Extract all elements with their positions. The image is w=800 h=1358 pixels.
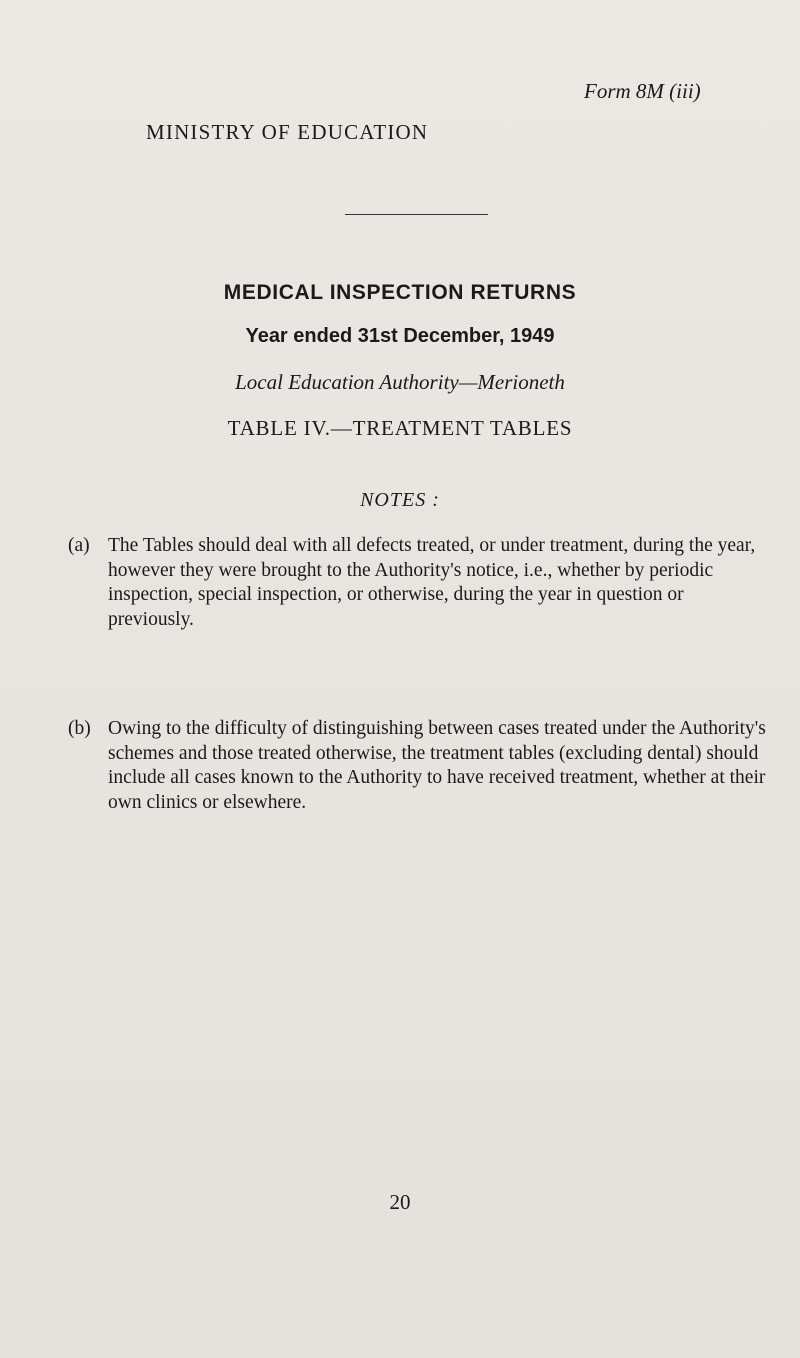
notes-heading: NOTES : xyxy=(360,489,440,511)
note-a-text: The Tables should deal with all defects treated, or under treatment, during the year, however they were brought to the Authority's notice, i.e., whether by periodic inspection, special inspection, or otherwise, during the year in question or previously. xyxy=(108,535,756,630)
document-title: MEDICAL INSPECTION RETURNS xyxy=(223,281,577,304)
note-b-marker: (b) xyxy=(68,718,91,739)
education-authority-line: Local Education Authority—Merioneth xyxy=(235,370,565,394)
ministry-name: MINISTRY OF EDUCATION xyxy=(146,120,429,144)
form-code: 8M xyxy=(635,79,664,103)
note-a xyxy=(68,534,768,632)
form-label: Form xyxy=(584,79,631,103)
note-b-text: Owing to the difficulty of distinguishing between cases treated under the Authority's schemes and those treated otherwise, the treatment tables (excluding dental) should include all cases known to the Authority to have received treatment, whether at their own clinics or elsewhere. xyxy=(108,718,766,813)
divider-rule xyxy=(345,214,488,215)
form-reference xyxy=(584,79,701,104)
year-ended-line: Year ended 31st December, 1949 xyxy=(245,325,555,347)
note-b xyxy=(68,717,768,815)
form-part: (iii) xyxy=(669,79,701,103)
table-title: TABLE IV.—TREATMENT TABLES xyxy=(227,416,573,440)
page-number: 20 xyxy=(389,1190,411,1214)
note-a-marker: (a) xyxy=(68,535,90,556)
